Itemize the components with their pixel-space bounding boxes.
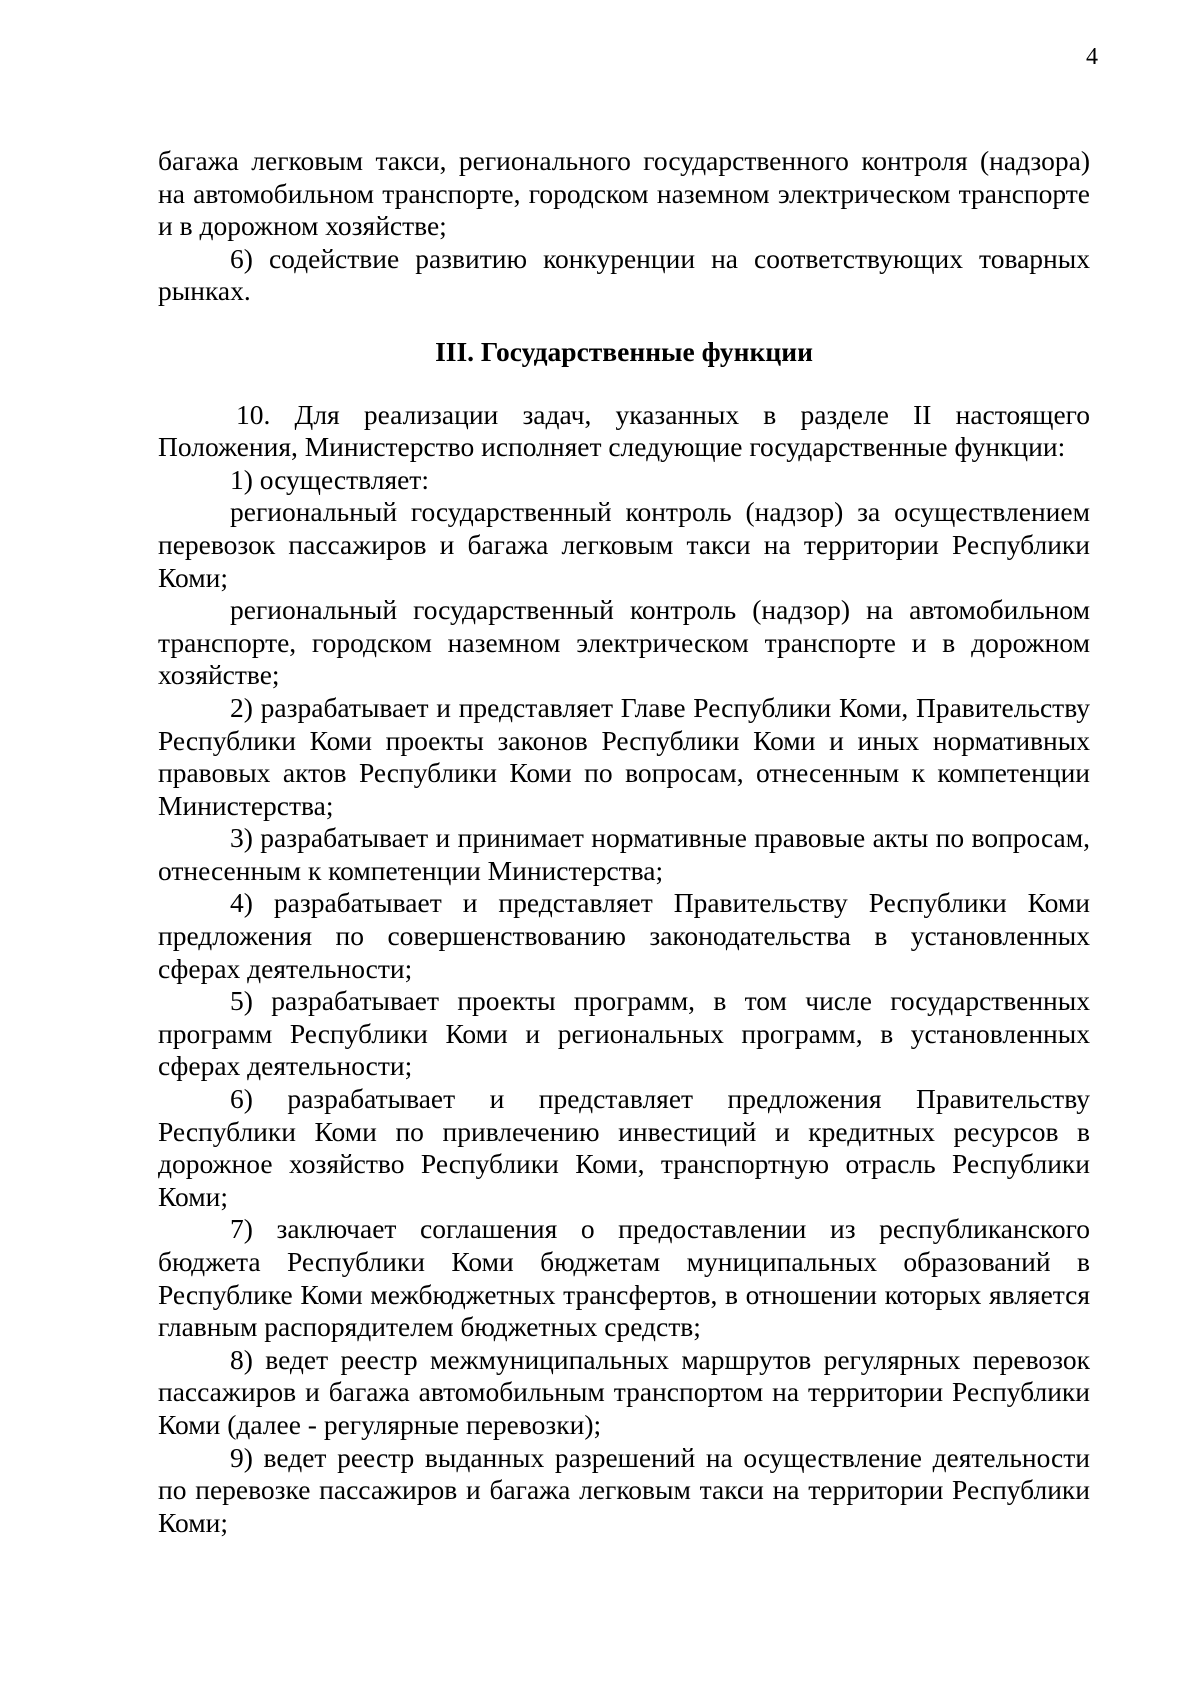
page-number: 4 bbox=[1086, 44, 1098, 70]
function-item-1-taxi-control: региональный государственный контроль (надзор) за осуществлением перевозок пассажиров и багажа легковым такси на территории Республики Коми; bbox=[158, 496, 1090, 593]
functions-intro: 10. Для реализации задач, указанных в разделе II настоящего Положения, Министерство исполняет следующие государственные функции: bbox=[158, 398, 1090, 463]
function-item-1: 1) осуществляет: bbox=[230, 463, 429, 495]
paragraph-item-6-competition: 6) содействие развитию конкуренции на соответствующих товарных рынках. bbox=[158, 242, 1090, 307]
function-item-4: 4) разрабатывает и представляет Правительству Республики Коми предложения по совершенствованию законодательства в установленных сферах деятельности; bbox=[158, 887, 1090, 984]
function-item-9: 9) ведет реестр выданных разрешений на осуществление деятельности по перевозке пассажиров и багажа легковым такси на территории Республики Коми; bbox=[158, 1441, 1090, 1538]
paragraph-continuation: багажа легковым такси, регионального государственного контроля (надзора) на автомобильном транспорте, городском наземном электрическом транспорте и в дорожном хозяйстве; bbox=[158, 145, 1090, 242]
function-item-8: 8) ведет реестр межмуниципальных маршрутов регулярных перевозок пассажиров и багажа автомобильным транспортом на территории Республики Коми (далее - регулярные перевозки); bbox=[158, 1343, 1090, 1440]
function-item-7: 7) заключает соглашения о предоставлении из республиканского бюджета Республики Коми бюджетам муниципальных образований в Республике Коми межбюджетных трансфертов, в отношении которых является главным распорядителем бюджетных средств; bbox=[158, 1213, 1090, 1343]
section-heading: III. Государственные функции bbox=[435, 335, 813, 367]
function-item-2: 2) разрабатывает и представляет Главе Республики Коми, Правительству Республики Коми проекты законов Республики Коми и иных нормативных правовых актов Республики Коми по вопросам, отнесенным к компетенции Министерства; bbox=[158, 691, 1090, 821]
function-item-6: 6) разрабатывает и представляет предложения Правительству Республики Коми по привлечению инвестиций и кредитных ресурсов в дорожное хозяйство Республики Коми, транспортную отрасль Республики Коми; bbox=[158, 1083, 1090, 1212]
document-body bbox=[158, 145, 1090, 1539]
function-item-1-transport-control: региональный государственный контроль (надзор) на автомобильном транспорте, городском наземном электрическом транспорте и в дорожном хозяйстве; bbox=[158, 594, 1090, 691]
function-item-5: 5) разрабатывает проекты программ, в том числе государственных программ Республики Коми и региональных программ, в установленных сферах деятельности; bbox=[158, 985, 1090, 1082]
function-item-3: 3) разрабатывает и принимает нормативные правовые акты по вопросам, отнесенным к компетенции Министерства; bbox=[158, 822, 1090, 886]
